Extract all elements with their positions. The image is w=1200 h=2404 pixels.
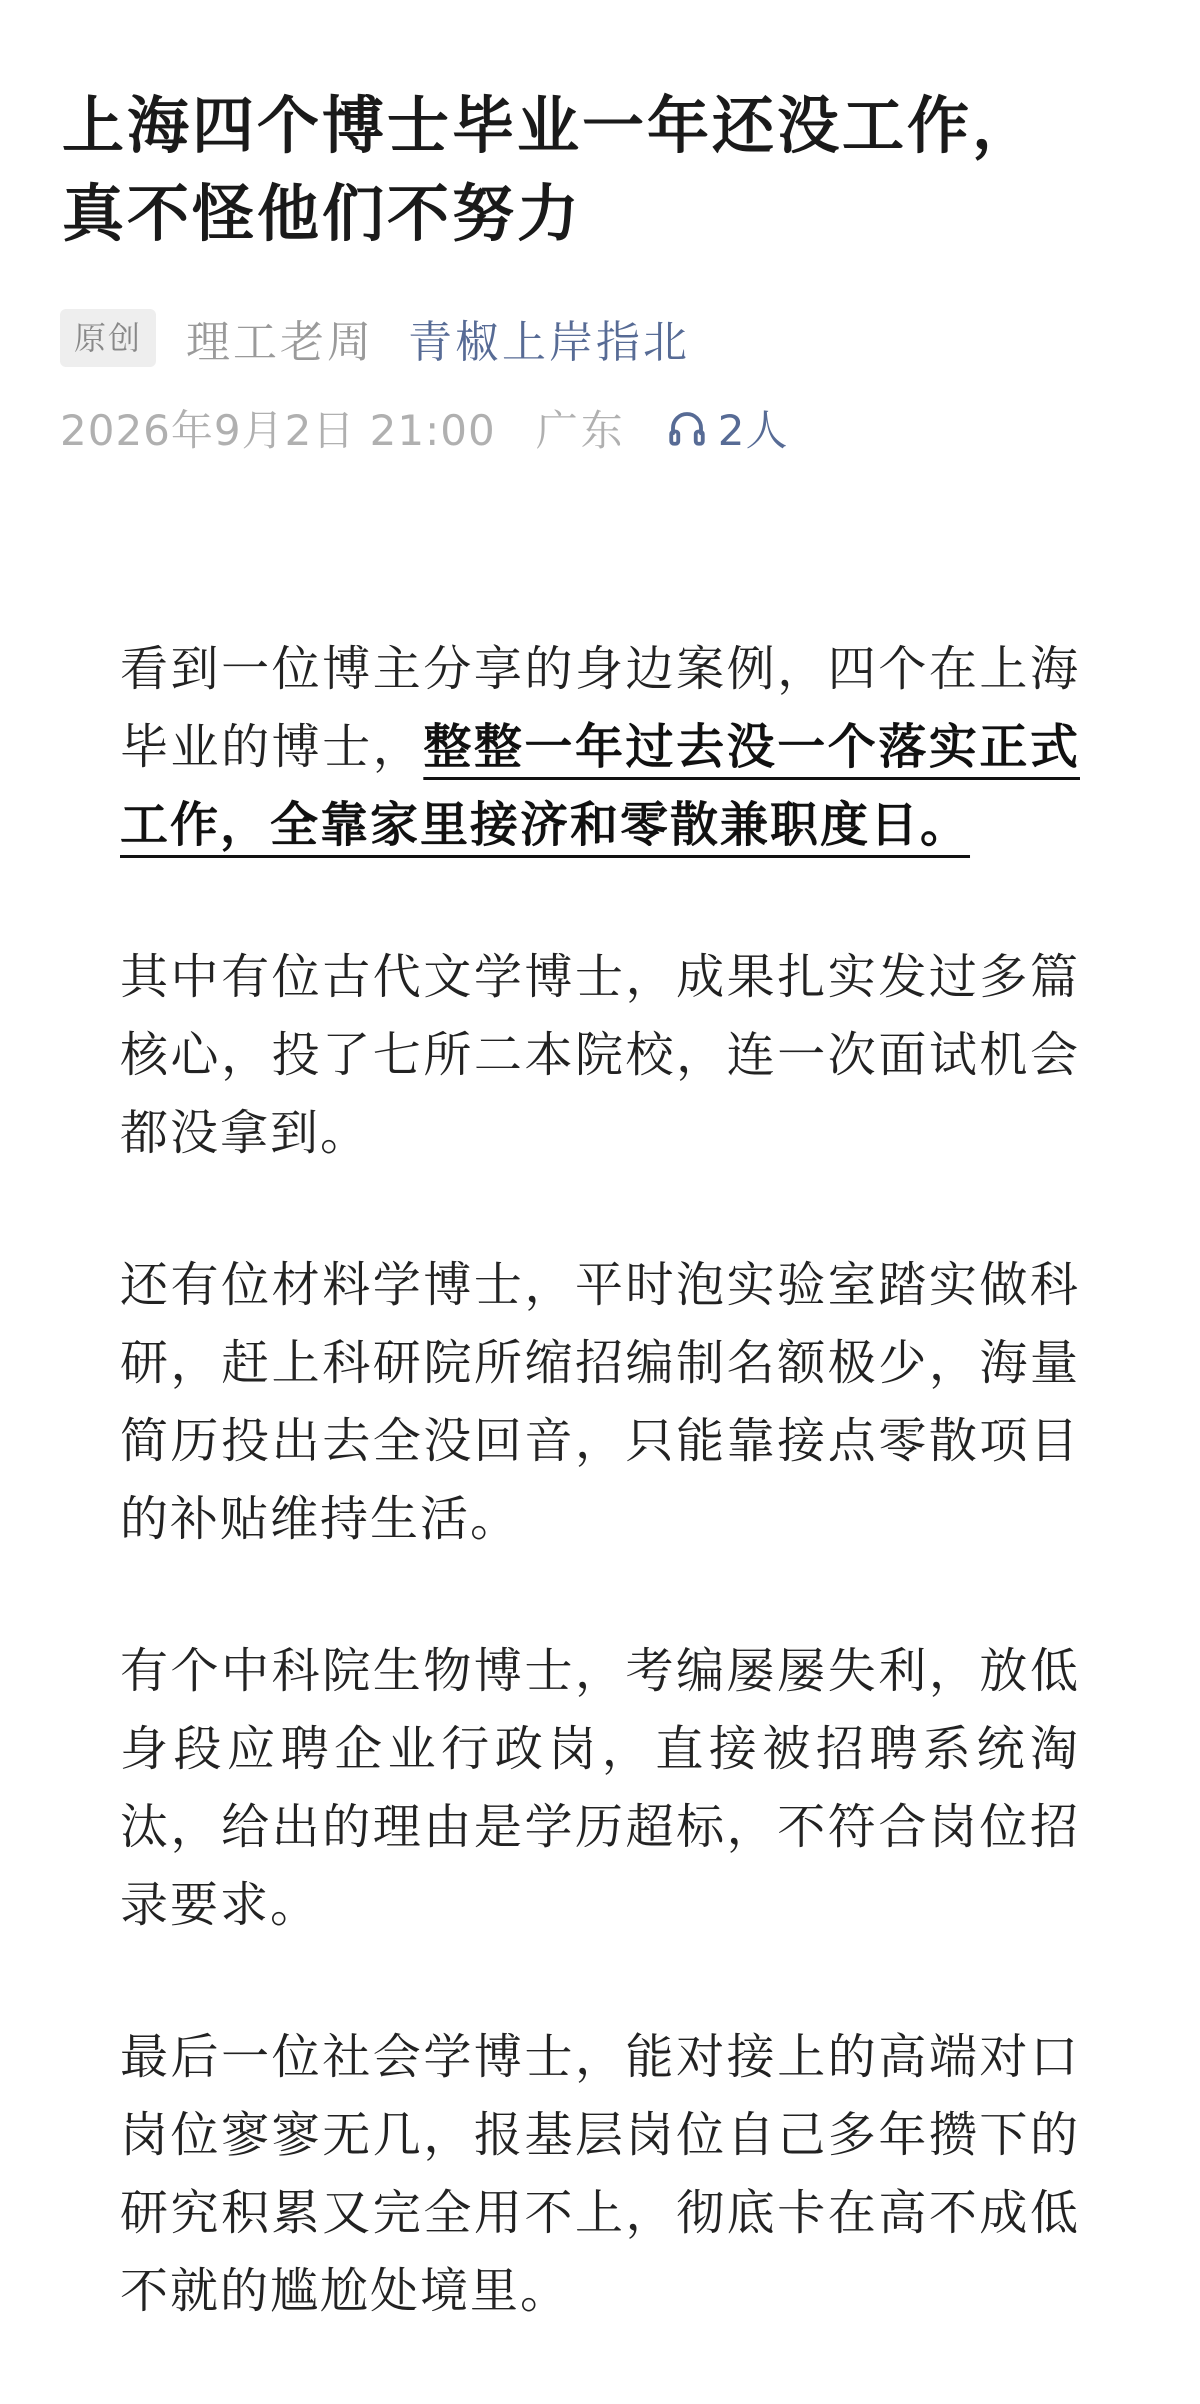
original-badge: 原创 bbox=[60, 309, 156, 367]
paragraph-2: 其中有位古代文学博士，成果扎实发过多篇核心，投了七所二本院校，连一次面试机会都没拿到。 bbox=[120, 949, 1080, 1161]
paragraph-1-emphasis: 整整一年过去没一个落实正式工作，全靠家里接济和零散兼职度日。 bbox=[120, 719, 1080, 853]
author-row bbox=[60, 308, 690, 368]
headphones-icon bbox=[666, 407, 708, 449]
account-link[interactable]: 青椒上岸指北 bbox=[408, 317, 691, 368]
publish-location: 广东 bbox=[535, 406, 626, 455]
paragraph-3: 还有位材料学博士，平时泡实验室踏实做科研，赶上科研院所缩招编制名额极少，海量简历投出去全没回音，只能靠接点零散项目的补贴维持生活。 bbox=[120, 1257, 1080, 1547]
title-line-2: 真不怪他们不努力 bbox=[62, 177, 583, 250]
paragraph-4: 有个中科院生物博士，考编屡屡失利，放低身段应聘企业行政岗，直接被招聘系统淘汰，给出的理由是学历超标，不符合岗位招录要求。 bbox=[120, 1643, 1080, 1933]
publish-datetime: 2026年9月2日 21:00 bbox=[60, 406, 496, 455]
article-title bbox=[62, 82, 1142, 258]
paragraph-1-text: 看到一位博主分享的身边案例，四个在上海毕业的博士， bbox=[120, 641, 1080, 775]
title-line-1: 上海四个博士毕业一年还没工作， bbox=[62, 89, 1038, 162]
paragraph-5: 最后一位社会学博士，能对接上的高端对口岗位寥寥无几，报基层岗位自己多年攒下的研究积累又完全用不上，彻底卡在高不成低不就的尴尬处境里。 bbox=[120, 2029, 1080, 2319]
publish-info-row bbox=[60, 398, 788, 458]
article-body bbox=[120, 630, 1080, 2404]
paragraph-1 bbox=[120, 630, 1080, 864]
author-name[interactable]: 理工老周 bbox=[186, 317, 375, 368]
listen-button[interactable] bbox=[666, 398, 789, 458]
listener-count: 2人 bbox=[717, 406, 789, 455]
